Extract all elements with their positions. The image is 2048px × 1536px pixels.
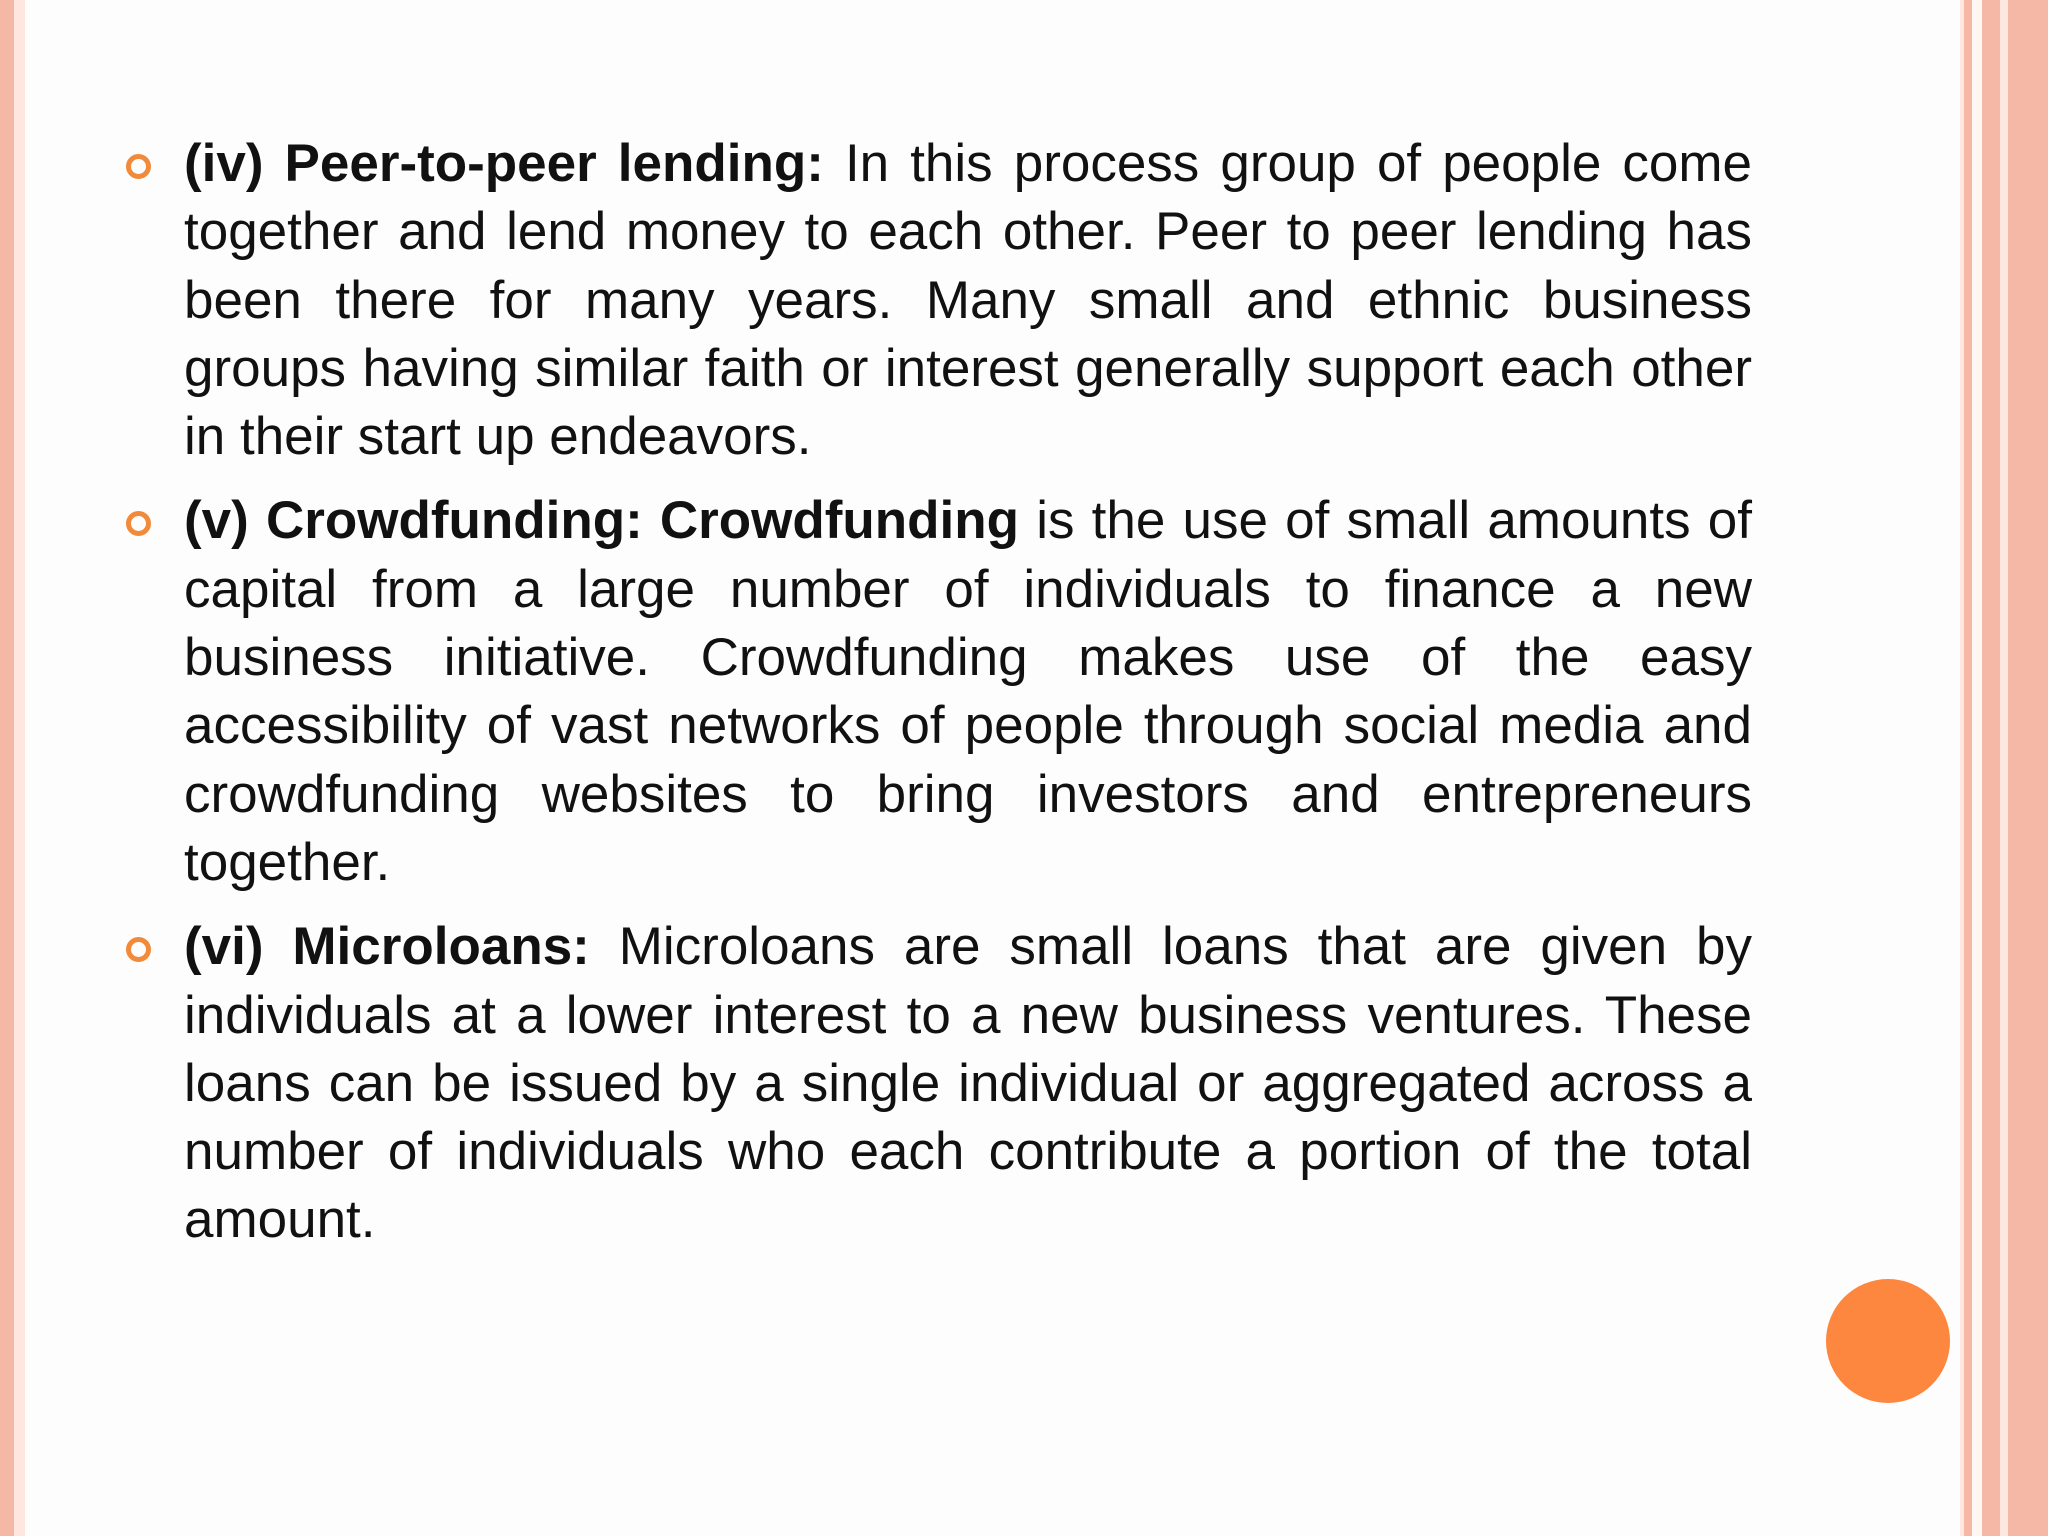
bullet-item-microloans	[184, 913, 1752, 1254]
bullet-body: In this process group of people come together and lend money to each other. Peer to peer lending has been there for many years. Many small and ethnic business groups having similar faith or interest generally support each other in their start up endeavors.	[184, 134, 1753, 467]
bullet-circle-icon	[126, 511, 151, 536]
bullet-item-crowdfunding	[184, 487, 1752, 897]
bullet-heading: (iv) Peer-to-peer lending:	[184, 134, 824, 193]
orange-circle-decoration	[1826, 1279, 1950, 1403]
right-border-decoration	[1960, 0, 2048, 1536]
bullet-circle-icon	[126, 937, 151, 962]
bullet-body: Microloans are small loans that are given by individuals at a lower interest to a new business ventures. These loans can be issued by a single individual or aggregated across a number of individuals who each contribute a portion of the total amount.	[184, 917, 1753, 1250]
bullet-item-peer-to-peer	[184, 130, 1752, 471]
bullet-circle-icon	[126, 154, 151, 179]
slide-content	[0, 130, 1960, 1271]
bullet-heading: (vi) Microloans:	[184, 917, 590, 977]
bullet-body: is the use of small amounts of capital from a large number of individuals to finance a new business initiative. Crowdfunding makes use of the easy accessibility of vast networks of people through social media and crowdfunding websites to bring investors and entrepreneurs together.	[184, 491, 1752, 892]
bullet-heading: (v) Crowdfunding: Crowdfunding	[184, 491, 1020, 551]
